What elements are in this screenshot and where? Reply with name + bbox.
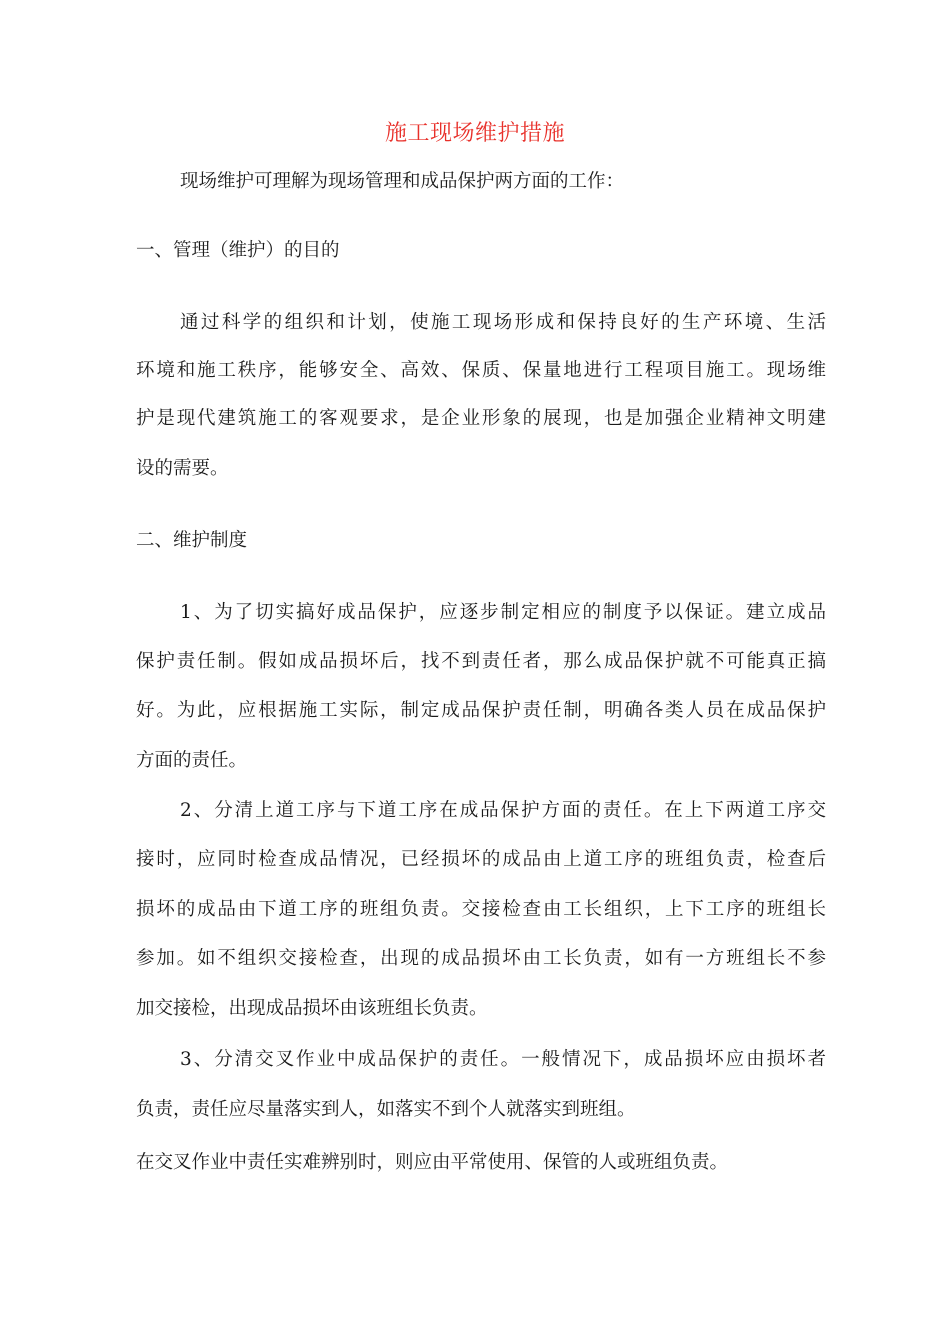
section-1-line: 环境和施工秩序，能够安全、高效、保质、保量地进行工程项目施工。现场维: [136, 360, 826, 381]
intro-paragraph: 现场维护可理解为现场管理和成品保护两方面的工作：: [180, 171, 625, 192]
item-2-line: 参加。如不组织交接检查，出现的成品损坏由工长负责，如有一方班组长不参: [136, 948, 826, 969]
section-1-line: 护是现代建筑施工的客观要求，是企业形象的展现，也是加强企业精神文明建: [136, 408, 826, 429]
section-1-line: 通过科学的组织和计划，使施工现场形成和保持良好的生产环境、生活: [180, 312, 826, 333]
item-2-line: 加交接检，出现成品损坏由该班组长负责。: [136, 998, 488, 1019]
item-2-line: 2、分清上道工序与下道工序在成品保护方面的责任。在上下两道工序交: [180, 800, 826, 821]
section-2-heading: 二、维护制度: [136, 530, 248, 551]
item-3-line: 3、分清交叉作业中成品保护的责任。一般情况下，成品损坏应由损坏者: [180, 1049, 826, 1070]
item-3-line: 负责，责任应尽量落实到人，如落实不到个人就落实到班组。: [136, 1099, 636, 1120]
item-2-line: 损坏的成品由下道工序的班组负责。交接检查由工长组织，上下工序的班组长: [136, 899, 826, 920]
section-1-line: 设的需要。: [136, 458, 229, 479]
document-title: 施工现场维护措施: [384, 121, 565, 146]
item-1-line: 保护责任制。假如成品损坏后，找不到责任者，那么成品保护就不可能真正搞: [136, 651, 826, 672]
item-1-line: 好。为此，应根据施工实际，制定成品保护责任制，明确各类人员在成品保护: [136, 700, 826, 721]
item-2-line: 接时，应同时检查成品情况，已经损坏的成品由上道工序的班组负责，检查后: [136, 849, 826, 870]
item-1-line: 1、为了切实搞好成品保护，应逐步制定相应的制度予以保证。建立成品: [180, 602, 826, 623]
item-3-line: 在交叉作业中责任实难辨别时，则应由平常使用、保管的人或班组负责。: [136, 1152, 729, 1173]
item-1-line: 方面的责任。: [136, 750, 248, 771]
section-1-heading: 一、管理（维护）的目的: [136, 240, 340, 261]
